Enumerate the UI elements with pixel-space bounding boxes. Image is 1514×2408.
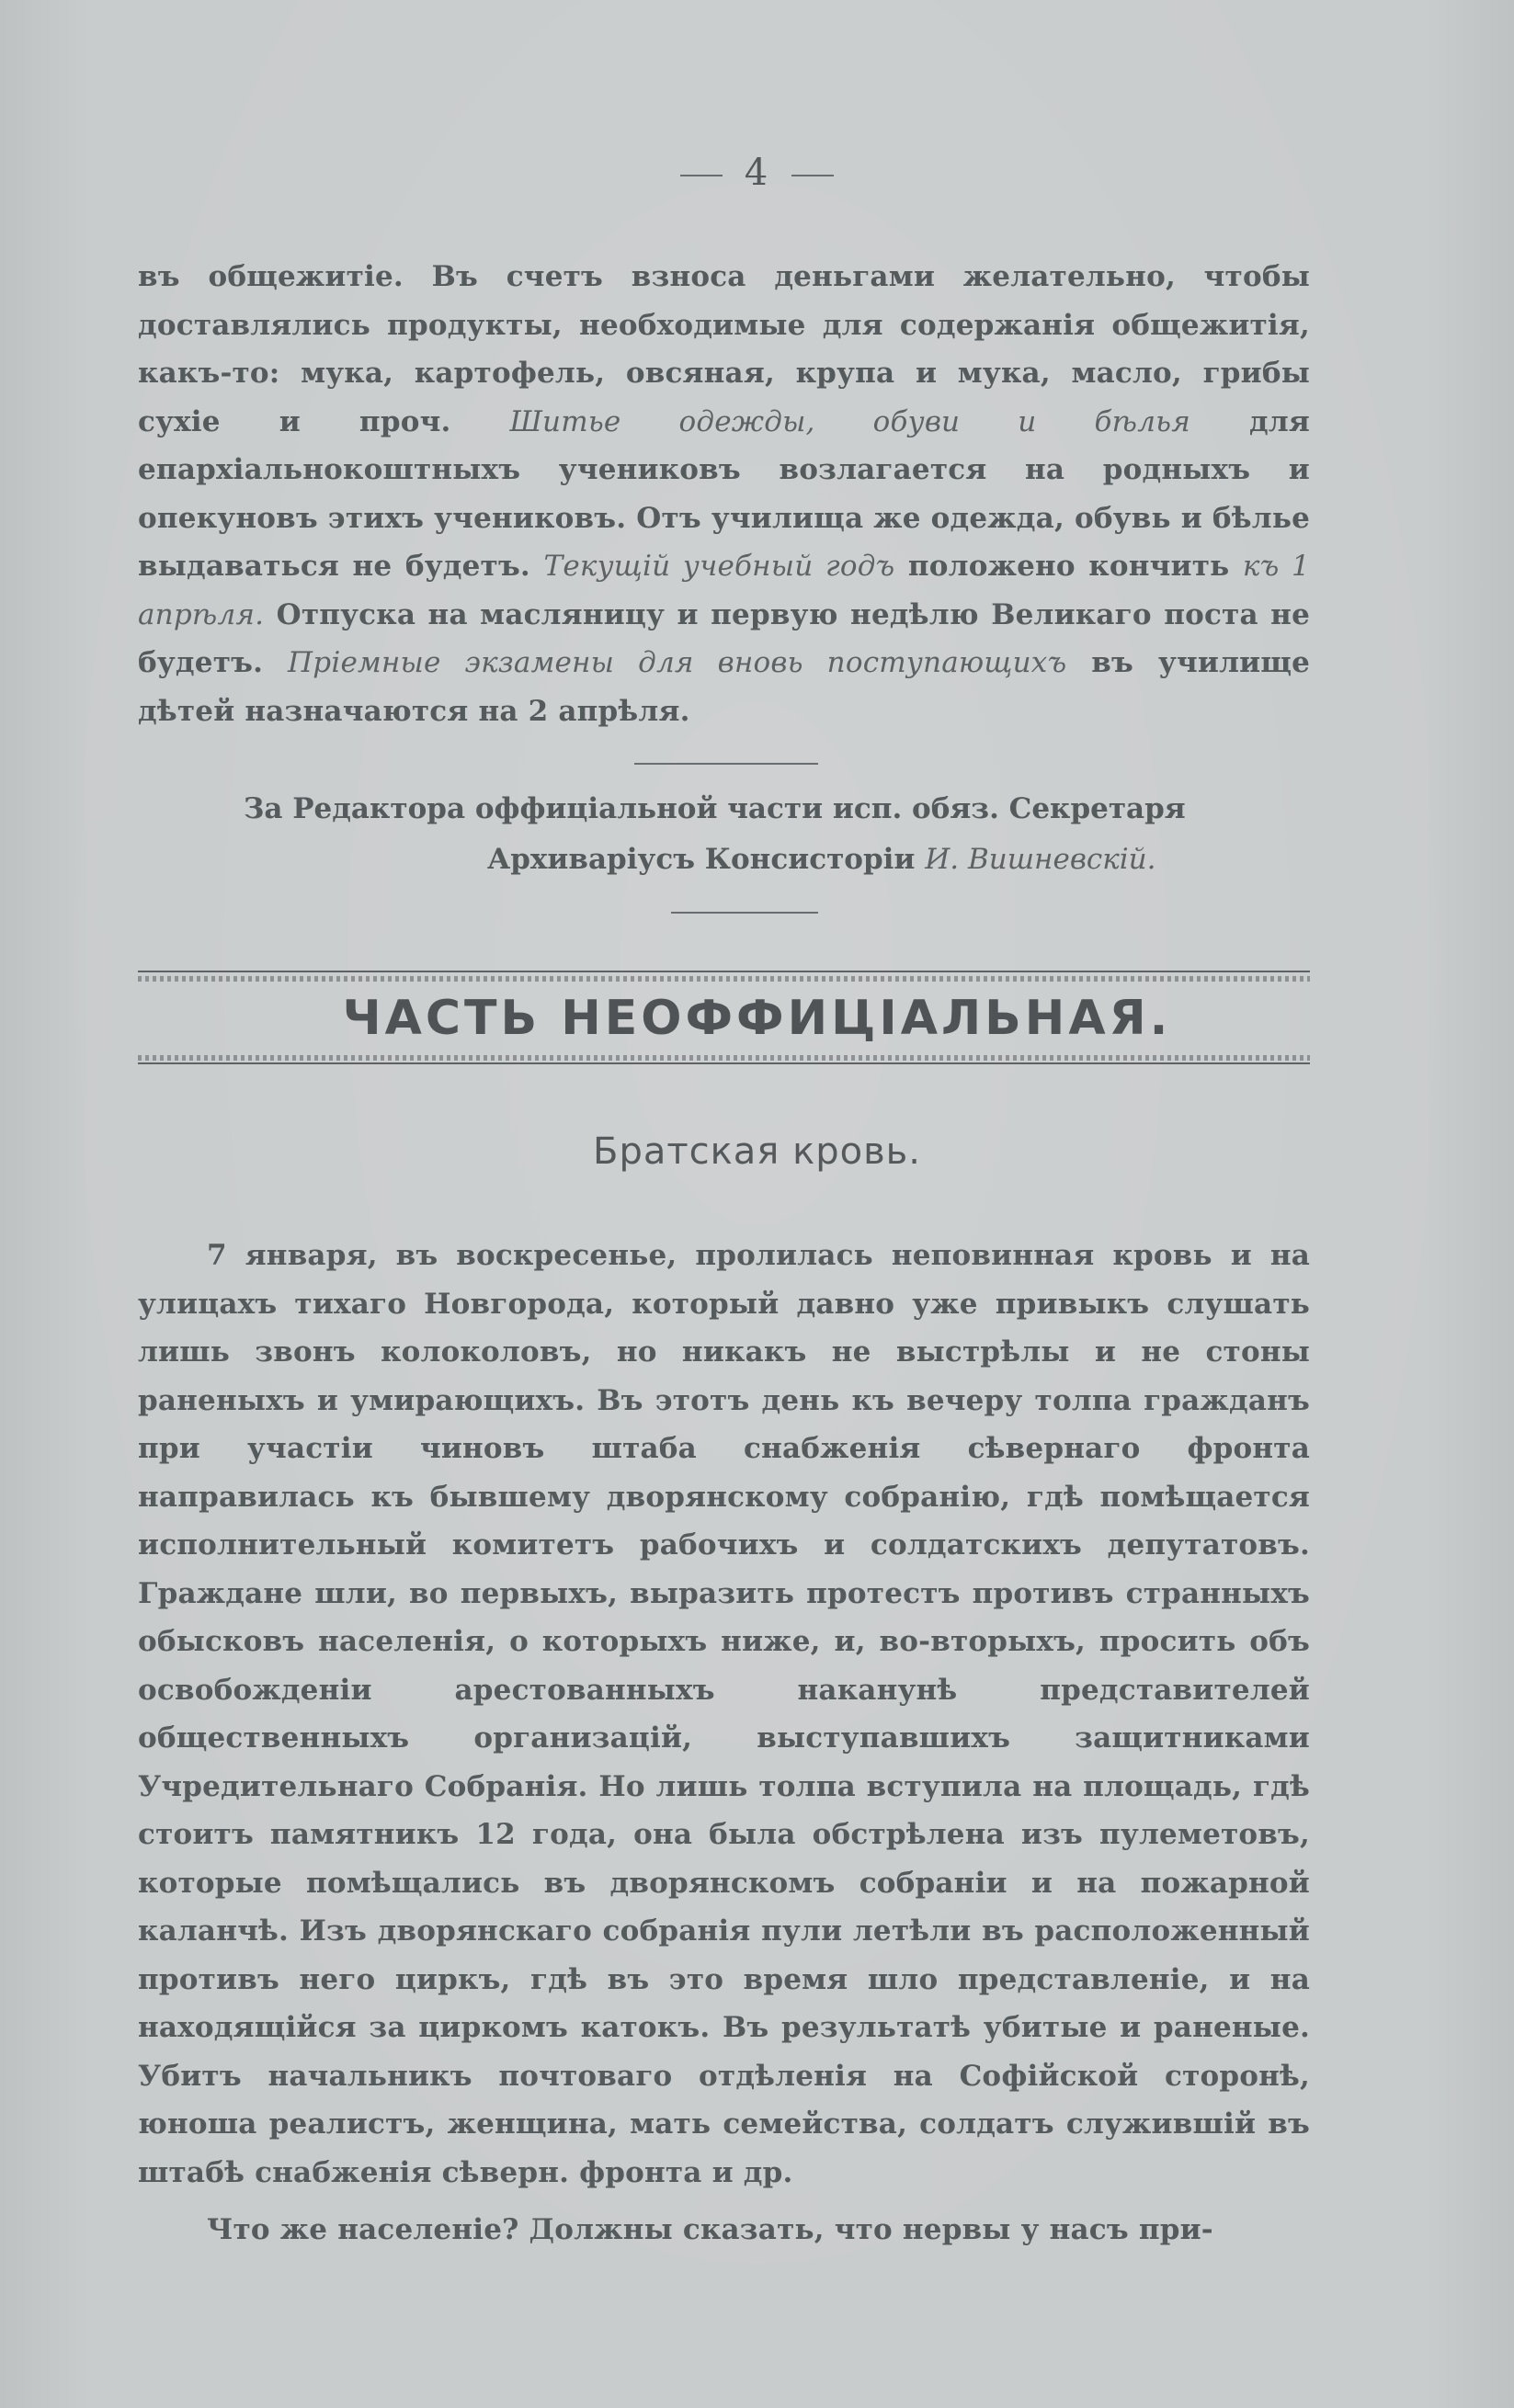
official-italic-d: Пріемные экзамены для вновь поступающихъ (288, 646, 1067, 679)
page-number-value: 4 (744, 152, 770, 194)
section-rule-bottom-ornament (138, 1055, 1310, 1061)
page-number-dash-right (791, 175, 834, 176)
official-italic-c: къ 1 апрѣля. (138, 550, 1310, 631)
signature-line-1-text: За Редактора оффиціальной части исп. обяз. Секретаря (244, 792, 1186, 825)
separator-rule-top (634, 763, 818, 765)
official-paragraph (138, 253, 1310, 735)
signature-line-2 (487, 843, 1155, 876)
separator-rule-bottom (671, 912, 818, 914)
section-rule-bottom (138, 1062, 1310, 1064)
page-number-dash-left (680, 175, 723, 176)
official-text-b: для епархіальнокоштныхъ учениковъ возлагается на родныхъ и опекуновъ этихъ учениковъ. Отъ училища же одежда, обувь и бѣлье выдаваться не будетъ. (138, 404, 1311, 583)
section-rule-top-ornament (138, 976, 1310, 982)
article-title: Братская кровь. (593, 1130, 921, 1173)
official-text-e: въ училище дѣтей назначаются на 2 апрѣля. (138, 646, 1310, 728)
signature-line-1 (244, 792, 1186, 825)
page-number (0, 152, 1514, 194)
article-paragraph-2: Что же населеніе? Должны сказать, что нервы у насъ при- (207, 2213, 1213, 2246)
official-text-a: въ общежитіе. Въ счетъ взноса деньгами желательно, чтобы доставлялись продукты, необходимые для содержанія общежитія, какъ-то: мука, картофель, овсяная, крупа и мука, масло, грибы сухіе и проч. (138, 260, 1310, 438)
official-text-c: положено кончить (894, 550, 1243, 583)
official-italic-a: Шитье одежды, обуви и бѣлья (509, 404, 1190, 438)
article-paragraph-1: 7 января, въ воскресенье, пролилась неповинная кровь и на улицахъ тихаго Новгорода, который давно уже привыкъ слушать лишь звонъ колоколовъ, но никакъ не выстрѣлы и не стоны раненыхъ и умирающихъ. Въ этотъ день къ вечеру толпа гражданъ при участіи чиновъ штаба снабженія сѣвернаго фронта направилась къ бывшему дворянскому собранію, гдѣ помѣщается исполнительный комитетъ рабочихъ и солдатскихъ депутатовъ. Граждане шли, во первыхъ, выразить протестъ противъ странныхъ обысковъ населенія, о которыхъ ниже, и, во-вторыхъ, просить объ освобожденіи арестованныхъ наканунѣ представителей общественныхъ организацій, выступавшихъ защитниками Учредительнаго Собранія. Но лишь толпа вступила на площадь, гдѣ стоитъ памятникъ 12 года, она была обстрѣлена изъ пулеметовъ, которые помѣщались въ дворянскомъ собраніи и на пожарной каланчѣ. Изъ дворянскаго собранія пули летѣли въ расположенный противъ него циркъ, гдѣ въ это время шло представленіе, и на находящійся за циркомъ катокъ. Въ результатѣ убитые и раненые. Убитъ начальникъ почтоваго отдѣленія на Софійской сторонѣ, юноша реалистъ, женщина, мать семейства, солдатъ служившій въ штабѣ снабженія сѣверн. фронта и др. (138, 1239, 1310, 2189)
official-text-d: Отпуска на масляницу и первую недѣлю Великаго поста не будетъ. (138, 597, 1310, 679)
section-rule-top (138, 971, 1310, 972)
signature-name: И. Вишневскій. (925, 843, 1156, 876)
section-title: ЧАСТЬ НЕОФФИЦІАЛЬНАЯ. (342, 991, 1172, 1046)
signature-position: Архиваріусъ Консисторіи (487, 843, 926, 876)
official-italic-b: Текущій учебный годъ (543, 550, 895, 583)
